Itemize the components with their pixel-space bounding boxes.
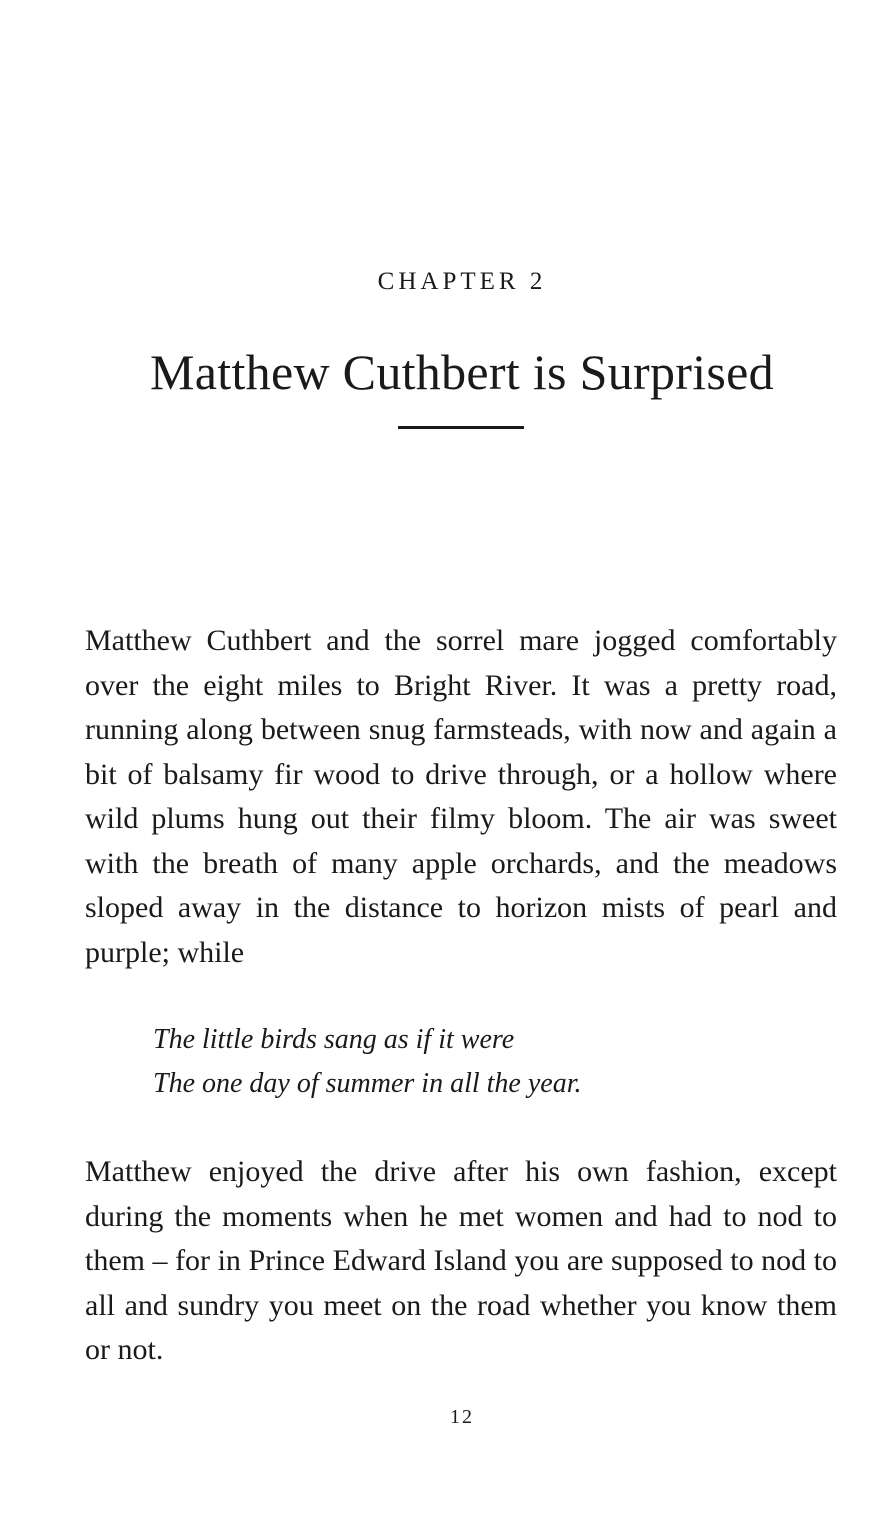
chapter-title: Matthew Cuthbert is Surprised xyxy=(150,344,774,400)
body-paragraph-2: Matthew enjoyed the drive after his own fashion, except during the moments when he met women and had to nod to them – for in Prince Edward Island you are supposed to nod to all and sundry you meet on the road whether you know them or not. xyxy=(85,1155,837,1366)
body-paragraph-1: Matthew Cuthbert and the sorrel mare jogged comfortably over the eight miles to Bright River. It was a pretty road, running along between snug farmsteads, with now and again a bit of balsamy fir wood to drive through, or a hollow where wild plums hung out their filmy bloom. The air was sweet with the breath of many apple orchards, and the meadows sloped away in the distance to horizon mists of pearl and purple; while xyxy=(85,624,837,969)
title-divider xyxy=(398,426,524,429)
verse-line-2: The one day of summer in all the year. xyxy=(153,1068,582,1099)
chapter-label: CHAPTER 2 xyxy=(377,268,547,295)
page-number: 12 xyxy=(450,1406,474,1428)
verse-line-1: The little birds sang as if it were xyxy=(153,1024,515,1055)
verse-quote xyxy=(153,1018,582,1106)
